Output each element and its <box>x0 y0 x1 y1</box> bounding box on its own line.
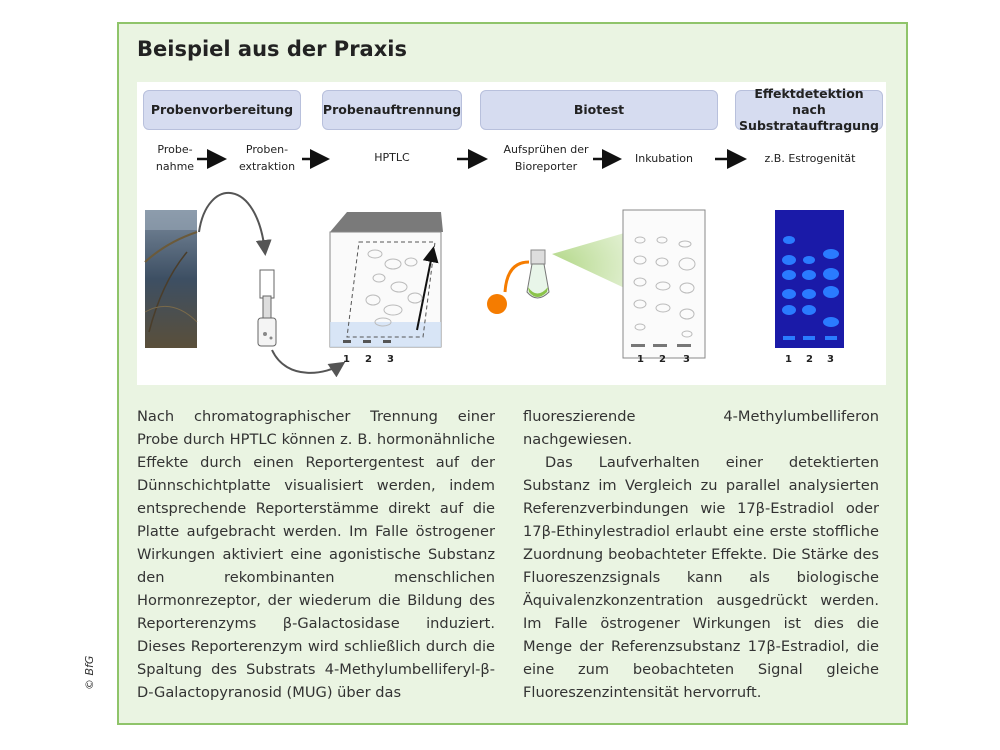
lane-label-1: 1 <box>343 354 350 365</box>
box-title: Beispiel aus der Praxis <box>137 37 407 61</box>
lane-label-3: 3 <box>683 354 690 365</box>
lane-label-2: 2 <box>659 354 666 365</box>
paragraph-right-1: fluoreszierende 4-Methylumbelliferon nachgewiesen. <box>523 408 879 448</box>
step-sampling: Probe- nahme <box>155 143 195 173</box>
incubation-plate <box>623 210 705 358</box>
lane-label-3: 3 <box>827 354 834 365</box>
extraction-cartridge-icon <box>258 270 276 346</box>
lane-label-2: 2 <box>806 354 813 365</box>
step-hptlc: HPTLC <box>374 151 410 164</box>
lane-label-1: 1 <box>637 354 644 365</box>
text-column-left <box>137 405 495 704</box>
header-sample-preparation: Probenvorbereitung <box>143 90 301 130</box>
process-illustration <box>137 82 886 385</box>
paragraph-left: Nach chromatographischer Trennung einer Probe durch HPTLC können z. B. hormonähnliche Effekte durch einen Reportergentest auf der Dünnschichtplatte visualisiert werden, indem entsprechende Reporterstämme direkt auf die Platte aufgebracht werden. Im Falle östrogener Wirkungen aktiviert eine agonistische Substanz den rekombinanten menschlichen Hormonrezeptor, der wiederum die Bildung des Reporterenzyms β-Galactosidase induziert. Dieses Reporterenzym wird schließlich durch die Spaltung des Substrats 4-Methylumbelliferyl-β-D-Galactopyranosid (MUG) über das <box>137 408 495 701</box>
lane-label-1: 1 <box>785 354 792 365</box>
text-column-right <box>523 405 879 704</box>
hptlc-chamber <box>330 212 443 347</box>
step-estrogenicity: z.B. Estrogenität <box>764 152 856 165</box>
lane-label-3: 3 <box>387 354 394 365</box>
step-spraying: Aufsprühen der Bioreporter <box>503 143 589 173</box>
river-photo <box>145 210 197 348</box>
step-extraction: Proben- extraktion <box>238 143 296 173</box>
paragraph-right-2: Das Laufverhalten einer detektierten Substanz im Vergleich zu parallel analysierten Referenzverbindungen wie 17β-Estradiol oder 17β-Ethinylestradiol erlaubt eine erste stoffliche Zuordnung beobachteter Effekte. Die Stärke des Fluoreszenzsignals kann als biologische Äquivalenzkonzentration ausgedrückt werden. Im Falle östrogener Wirkungen ist dies die Menge der Referenzsubstanz 17β-Estradiol, die eine zum beobachteten Signal gleiche Fluoreszenzintensität hervorruft. <box>523 454 879 701</box>
header-biotest: Biotest <box>480 90 718 130</box>
fluorescence-plate <box>775 210 844 348</box>
copyright: © BfG <box>83 655 96 690</box>
process-figure <box>137 82 886 385</box>
lane-label-2: 2 <box>365 354 372 365</box>
header-sample-separation: Probenauftrennung <box>322 90 462 130</box>
step-incubation: Inkubation <box>634 152 693 165</box>
header-effect-detection: Effektdetektion nach Substratauftragung <box>735 90 883 130</box>
